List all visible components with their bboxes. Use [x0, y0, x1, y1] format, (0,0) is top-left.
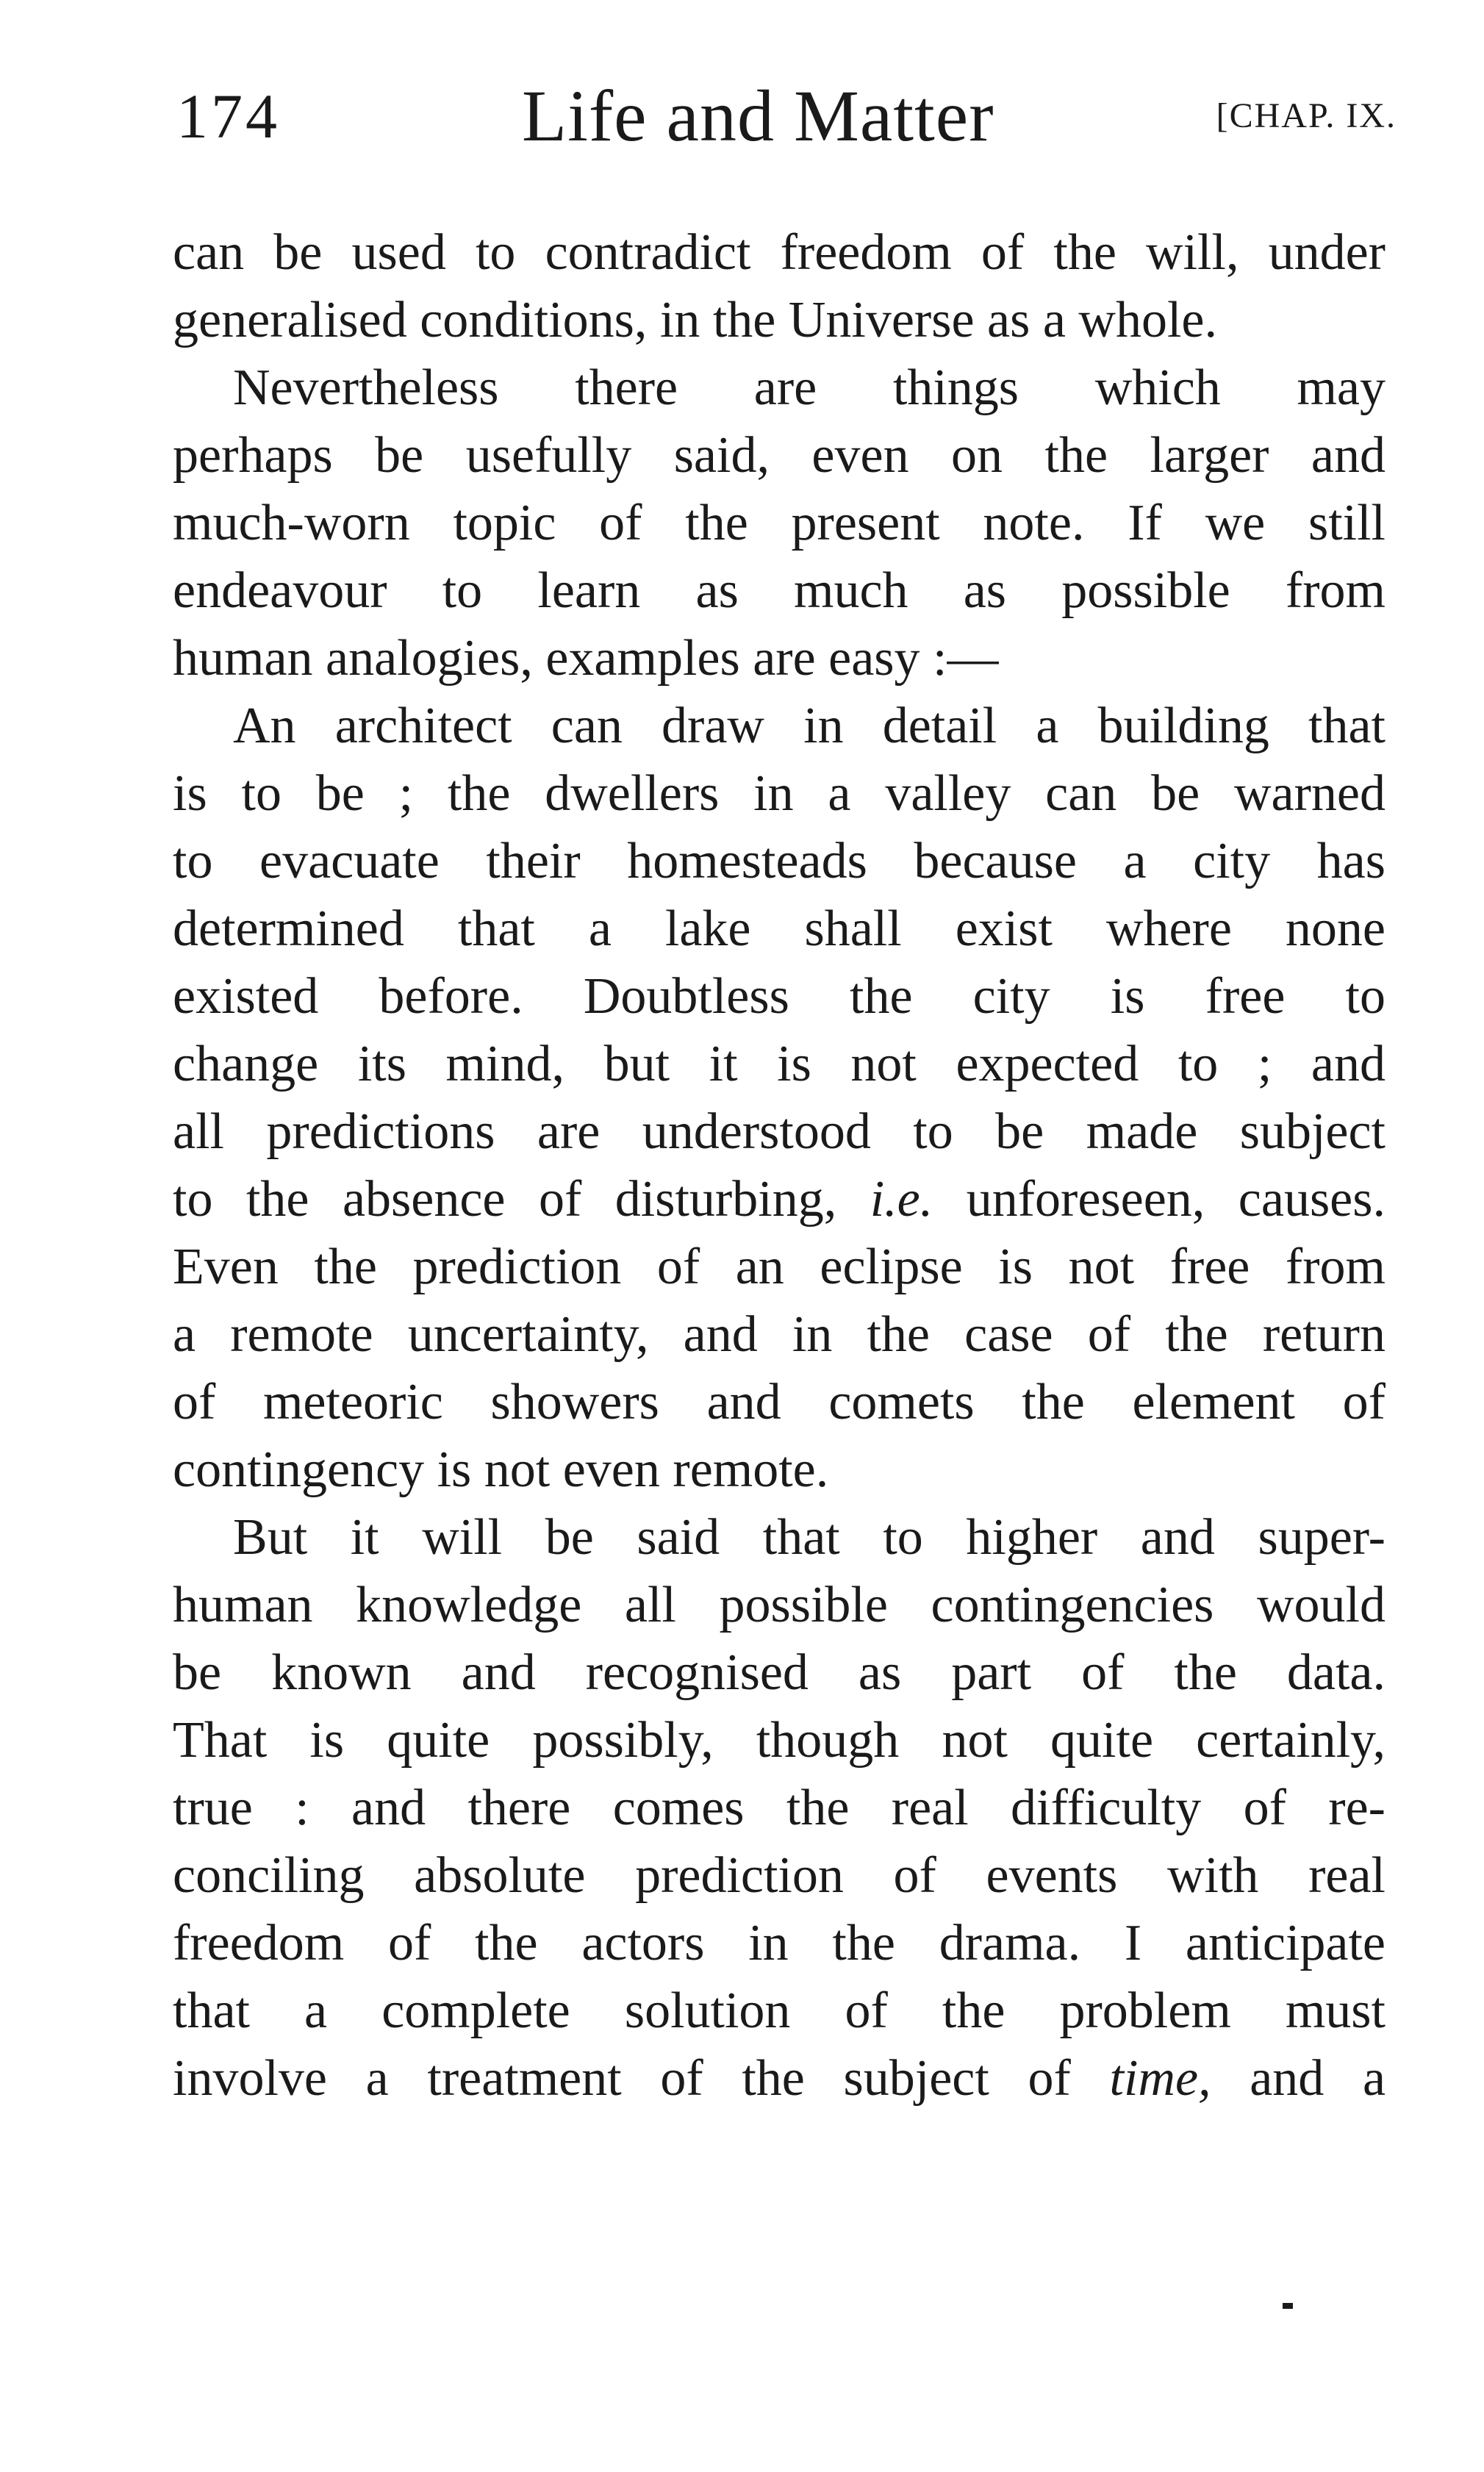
chapter-reference: [CHAP. IX.	[1216, 96, 1397, 135]
body-text	[173, 219, 1386, 2113]
page-number: 174	[176, 81, 280, 151]
italic-word: time,	[1109, 2050, 1211, 2107]
text-line: endeavour to learn as much as possible from	[173, 562, 1386, 619]
text-line: human knowledge all possible contingencies would	[173, 1577, 1386, 1633]
running-head	[176, 74, 1397, 157]
text-line	[173, 1166, 1386, 1233]
running-title: Life and Matter	[522, 75, 994, 157]
text-line: determined that a lake shall exist where none	[173, 900, 1386, 957]
text-line: true : and there comes the real difficulty of re-	[173, 1780, 1386, 1836]
text-line: all predictions are understood to be made subject	[173, 1103, 1386, 1160]
text-line: contingency is not even remote.	[173, 1441, 829, 1498]
text-line: generalised conditions, in the Universe as a whole.	[173, 292, 1217, 348]
text-line: perhaps be usefully said, even on the larger and	[173, 427, 1386, 484]
text-line: be known and recognised as part of the data.	[173, 1644, 1386, 1701]
paragraph-first-line: Nevertheless there are things which may	[233, 359, 1386, 416]
text-line: existed before. Doubtless the city is free to	[173, 968, 1386, 1025]
paragraph-first-line: An architect can draw in detail a building that	[233, 698, 1386, 754]
text-line: much-worn topic of the present note. If we still	[173, 495, 1386, 551]
text-line: of meteoric showers and comets the element of	[173, 1374, 1386, 1430]
text-line	[173, 2045, 1386, 2113]
text-line: can be used to contradict freedom of the will, under	[173, 224, 1386, 281]
text-line: That is quite possibly, though not quite certainly,	[173, 1712, 1386, 1769]
text-line: human analogies, examples are easy :—	[173, 630, 999, 687]
ink-mark	[1283, 2303, 1293, 2309]
italic-abbreviation: i.e.	[870, 1171, 933, 1228]
text-line: is to be ; the dwellers in a valley can be warned	[173, 765, 1386, 822]
text-line: that a complete solution of the problem must	[173, 1982, 1386, 2039]
text-segment: unforeseen, causes.	[966, 1171, 1386, 1228]
text-segment: and a	[1250, 2050, 1386, 2107]
text-line: Even the prediction of an eclipse is not free from	[173, 1239, 1386, 1295]
text-segment: to the absence of disturbing,	[173, 1171, 837, 1228]
text-line: a remote uncertainty, and in the case of the return	[173, 1306, 1386, 1363]
text-line: to evacuate their homesteads because a city has	[173, 833, 1386, 889]
text-line: change its mind, but it is not expected to ; and	[173, 1036, 1386, 1092]
text-line: conciling absolute prediction of events with real	[173, 1847, 1386, 1904]
paragraph-first-line: But it will be said that to higher and super-	[233, 1509, 1386, 1566]
text-segment: involve a treatment of the subject of	[173, 2050, 1071, 2107]
text-line: freedom of the actors in the drama. I anticipate	[173, 1915, 1386, 1971]
